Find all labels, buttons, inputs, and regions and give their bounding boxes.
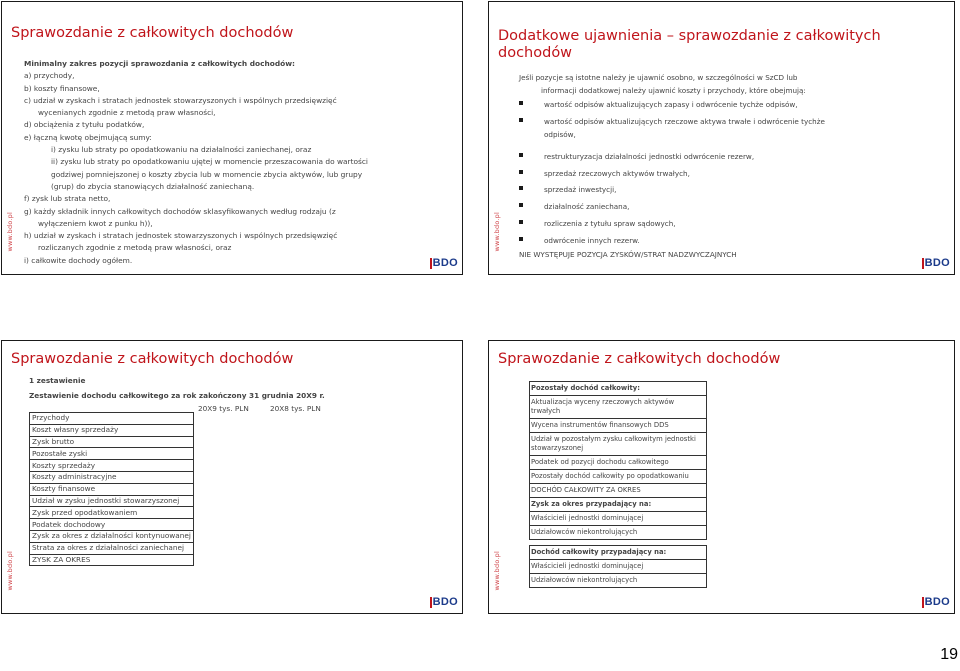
table-row: [30, 554, 194, 566]
slide-title: Sprawozdanie z całkowitych dochodów: [498, 351, 781, 367]
list-item-text: rozliczenia z tytułu spraw sądowych,: [544, 218, 676, 228]
list-item-text: sprzedaż inwestycji,: [544, 185, 617, 195]
bullet-icon: [519, 220, 523, 224]
table-row: [30, 530, 194, 542]
slide-title: Sprawozdanie z całkowitych dochodów: [11, 351, 294, 367]
list-item: [519, 183, 939, 196]
slide-title: Sprawozdanie z całkowitych dochodów: [11, 25, 294, 41]
logo-bar: [430, 597, 432, 608]
bullet-icon: [519, 186, 523, 190]
statement-heading: Zestawienie dochodu całkowitego za rok zakończony 31 grudnia 20X9 r.: [29, 391, 325, 400]
table-cell: Podatek od pozycji dochodu całkowitego: [530, 456, 707, 470]
list-item: [519, 98, 939, 111]
table-row: [530, 470, 707, 484]
logo-bar: [922, 597, 924, 608]
table-row: [30, 483, 194, 495]
slide-title: [498, 28, 881, 62]
logo-bar: [430, 258, 432, 269]
table-cell: Koszt własny sprzedaży: [30, 424, 194, 436]
table-cell: Przychody: [30, 413, 194, 425]
column-header-20x8: 20X8 tys. PLN: [270, 404, 321, 413]
list-item-text: restrukturyzacja działalności jednostki odwrócenie rezerw,: [544, 151, 755, 161]
list-item-text: wartość odpisów aktualizujących rzeczowe aktywa trwałe i odwrócenie tychże odpisów,: [544, 116, 825, 139]
list-item: rozliczanych zgodnie z metodą praw własności, oraz: [38, 243, 232, 253]
table-row: [30, 495, 194, 507]
list-item: [519, 167, 939, 180]
table-cell: Udziałowców niekontrolujących: [530, 526, 707, 540]
list-item: c) udział w zyskach i stratach jednostek stowarzyszonych i wspólnych przedsięwzięć: [24, 95, 337, 105]
table-row: [530, 456, 707, 470]
list-item: a) przychody,: [24, 71, 75, 81]
intro-line-2: informacji dodatkowej należy ujawnić koszty i przychody, które obejmują:: [541, 86, 806, 95]
list-item: f) zysk lub strata netto,: [24, 194, 111, 204]
table-cell: Koszty sprzedaży: [30, 460, 194, 472]
statement-table: [29, 412, 194, 566]
logo-text: BDO: [432, 257, 458, 269]
table-row: [530, 560, 707, 574]
table-row: [530, 512, 707, 526]
bdo-logo: [922, 257, 950, 269]
intro-text: [519, 71, 929, 97]
list-item: [519, 234, 939, 247]
statement-number: 1 zestawienie: [29, 376, 86, 385]
logo-text: BDO: [924, 257, 950, 269]
list-item: wyłączeniem kwot z punku h)),: [38, 218, 153, 228]
column-header-20x9: 20X9 tys. PLN: [198, 404, 249, 413]
table-row: [530, 396, 707, 419]
list-item: [519, 200, 939, 213]
side-url: www.bdo.pl: [6, 551, 14, 591]
table-row: [530, 546, 707, 560]
table-cell: Zysk za okres z działalności kontynuowanej: [30, 530, 194, 542]
table-cell: Koszty administracyjne: [30, 471, 194, 483]
slide-statement-example: [1, 340, 463, 614]
list-item-text: sprzedaż rzeczowych aktywów trwałych,: [544, 168, 690, 178]
table-cell: Koszty finansowe: [30, 483, 194, 495]
bullet-icon: [519, 101, 523, 105]
list-item: h) udział w zyskach i stratach jednostek stowarzyszonych i wspólnych przedsięwzięć: [24, 231, 338, 241]
list-item: ii) zysku lub straty po opodatkowaniu ujętej w momencie przeszacowania do wartości: [51, 157, 368, 167]
table-row: [30, 460, 194, 472]
table-row: [530, 498, 707, 512]
table-row: [30, 542, 194, 554]
list-item: Minimalny zakres pozycji sprawozdania z całkowitych dochodów:: [24, 59, 296, 68]
list-item: e) łączną kwotę obejmującą sumy:: [24, 132, 152, 142]
minimum-scope-list: [24, 58, 454, 267]
logo-text: BDO: [924, 596, 950, 608]
slide-comprehensive-income-continued: [488, 340, 955, 614]
side-url: www.bdo.pl: [493, 551, 501, 591]
list-item: wycenianych zgodnie z metodą praw własności,: [38, 108, 216, 118]
footer-note: NIE WYSTĘPUJE POZYCJA ZYSKÓW/STRAT NADZWYCZAJNYCH: [519, 250, 737, 259]
list-item-text: odwrócenie innych rezerw.: [544, 235, 640, 245]
bullet-icon: [519, 170, 523, 174]
bullet-icon: [519, 203, 523, 207]
bullet-icon: [519, 118, 523, 122]
list-item: i) zysku lub straty po opodatkowaniu na działalności zaniechanej, oraz: [51, 145, 312, 155]
table-row: [30, 424, 194, 436]
disclosure-list: [519, 98, 939, 251]
slide-additional-disclosures: [488, 1, 955, 275]
side-url: www.bdo.pl: [493, 212, 501, 252]
list-item: godziwej pomniejszonej o koszty zbycia lub w momencie zbycia aktywów, lub grupy: [51, 169, 363, 179]
intro-line-1: Jeśli pozycje są istotne należy je ujawnić osobno, w szczególności w SzCD lub: [519, 73, 798, 82]
list-item: [519, 150, 939, 163]
table-row: [30, 519, 194, 531]
table-cell: Pozostały dochód całkowity po opodatkowaniu: [530, 470, 707, 484]
table-cell: Dochód całkowity przypadający na:: [530, 546, 707, 560]
table-row: [30, 507, 194, 519]
table-cell: Udział w zysku jednostki stowarzyszonej: [30, 495, 194, 507]
table-cell: Aktualizacja wyceny rzeczowych aktywów trwałych: [530, 396, 707, 419]
table-row: [30, 436, 194, 448]
bullet-icon: [519, 237, 523, 241]
table-cell: Udział w pozostałym zysku całkowitym jednostki stowarzyszonej: [530, 433, 707, 456]
page-number: 19: [940, 646, 958, 663]
title-line-1: Dodatkowe ujawnienia – sprawozdanie z całkowitych: [498, 28, 881, 44]
table-row: [530, 382, 707, 396]
list-item: g) każdy składnik innych całkowitych dochodów sklasyfikowanych według rodzaju (z: [24, 206, 336, 216]
list-item: b) koszty finansowe,: [24, 83, 100, 93]
slide-statement-minimum-scope: [1, 1, 463, 275]
table-row: [530, 419, 707, 433]
table-cell: ZYSK ZA OKRES: [30, 554, 194, 566]
table-cell: Właścicieli jednostki dominującej: [530, 512, 707, 526]
table-row: [30, 448, 194, 460]
table-cell: Zysk brutto: [30, 436, 194, 448]
bdo-logo: [922, 596, 950, 608]
table-row: [530, 574, 707, 588]
bdo-logo: [430, 596, 458, 608]
table-cell: Pozostały dochód całkowity:: [530, 382, 707, 396]
list-item: (grup) do zbycia stanowiących działalność zaniechaną.: [51, 181, 255, 191]
title-line-2: dochodów: [498, 45, 573, 61]
table-cell: Zysk za okres przypadający na:: [530, 498, 707, 512]
side-url: www.bdo.pl: [6, 212, 14, 252]
logo-text: BDO: [432, 596, 458, 608]
list-item: [519, 217, 939, 230]
table-cell: DOCHÓD CAŁKOWITY ZA OKRES: [530, 484, 707, 498]
table-row: [30, 471, 194, 483]
logo-bar: [922, 258, 924, 269]
table-cell: Pozostałe zyski: [30, 448, 194, 460]
table-row: [30, 413, 194, 425]
table-cell: Udziałowców niekontrolujących: [530, 574, 707, 588]
list-item-text: wartość odpisów aktualizujących zapasy i odwrócenie tychże odpisów,: [544, 100, 798, 109]
table-cell: Zysk przed opodatkowaniem: [30, 507, 194, 519]
list-item: d) obciążenia z tytułu podatków,: [24, 120, 145, 130]
table-cell: Właścicieli jednostki dominującej: [530, 560, 707, 574]
list-item: [519, 115, 844, 141]
table-cell: Podatek dochodowy: [30, 519, 194, 531]
table-cell: Strata za okres z działalności zaniechanej: [30, 542, 194, 554]
table-cell: Wycena instrumentów finansowych DDS: [530, 419, 707, 433]
bdo-logo: [430, 257, 458, 269]
list-item: i) całkowite dochody ogółem.: [24, 255, 133, 265]
table-row: [530, 526, 707, 540]
comprehensive-income-table: [529, 381, 707, 588]
list-item-text: działalność zaniechana,: [544, 202, 630, 212]
table-row: [530, 433, 707, 456]
table-row: [530, 484, 707, 498]
bullet-icon: [519, 153, 523, 157]
